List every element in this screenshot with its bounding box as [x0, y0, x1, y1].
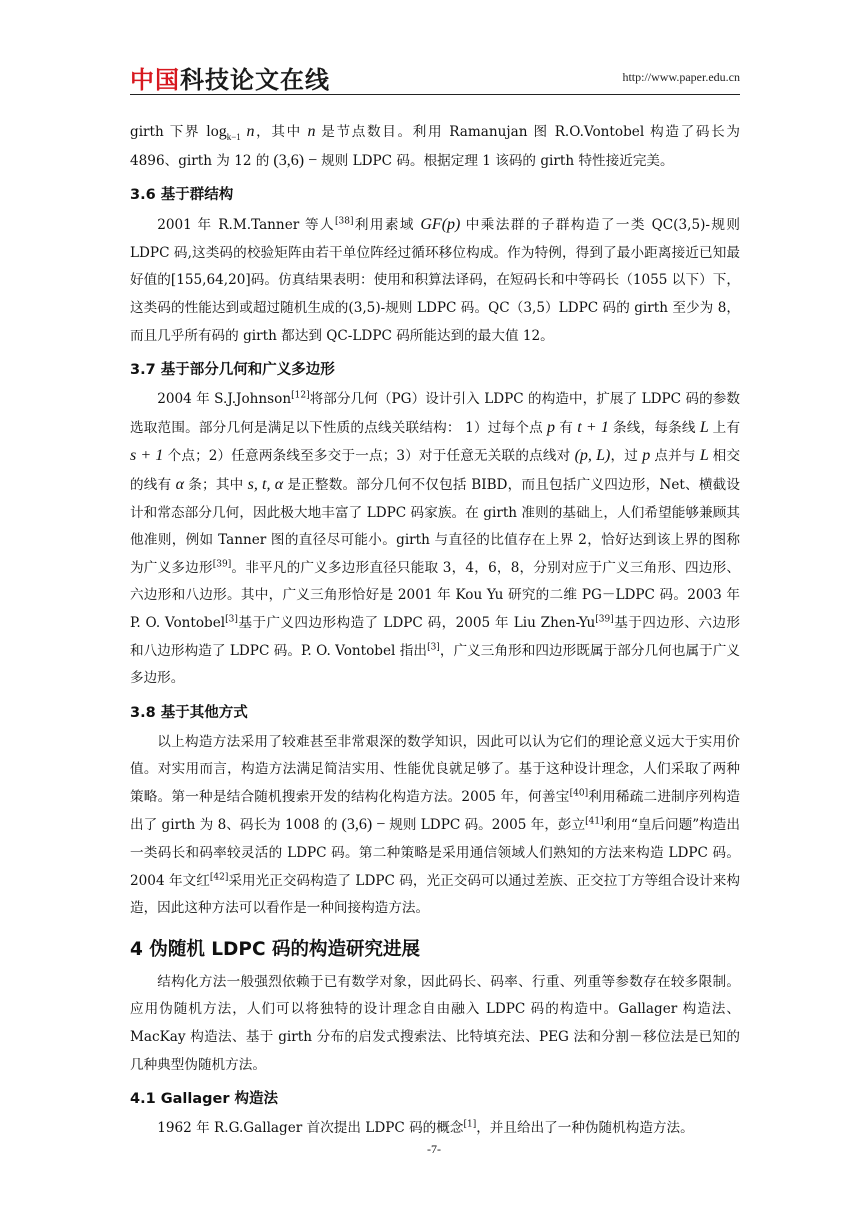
citation[interactable]: [39] — [595, 614, 614, 625]
paragraph-group-structure: 2001 年 R.M.Tanner 等人[38]利用素域 GF(p) 中乘法群的子群构造了一类 QC(3,5)-规则 LDPC 码,这类码的校验矩阵由若干单位阵经过循环移位构成。作为特例，得到了最小距离接近已知最好值的[155,64,20]码。仿真结果表明：使用和积算法译码，在短码长和中等码长（1055 以下）下，这类码的性能达到或超过随机生成的(3,5)-规则 LDPC 码。QC（3,5）LDPC 码的 girth 至少为 8，而且几乎所有码的 girth 都达到 QC-LDPC 码所能达到的最大值 12。 — [130, 216, 741, 344]
citation[interactable]: [41] — [585, 816, 604, 827]
logo-dark-part: 科技论文在线 — [180, 66, 330, 94]
paragraph-partial-geometry: 2004 年 S.J.Johnson[12]将部分几何（PG）设计引入 LDPC 的构造中，扩展了 LDPC 码的参数选取范围。部分几何是满足以下性质的点线关联结构： 1）过每个点 p 有 t + 1 条线，每条线 L 上有 s + 1 个点；2）任意两条线至多交于一点；3）对于任意无关联的点线对 (p, L)，过 p 点并与 L 相交的线有 α 条；其中 s, t, α 是正整数。部分几何不仅包括 BIBD，而且包括广义四边形，Net、横截设计和常态部分几何，因此极大地丰富了 LDPC 码家族。在 girth 准则的基础上，人们希望能够兼顾其他准则，例如 Tanner 图的直径尽可能小。girth 与直径的比值存在上界 2，恰好达到该上界的图称为广义多边形[39]。非平凡的广义多边形直径只能取 3，4，6，8，分别对应于广义三角形、四边形、六边形和八边形。其中，广义三角形恰好是 2001 年 Kou Yu 研究的二维 PG－LDPC 码。2003 年 P. O. Vontobel[3]基于广义四边形构造了 LDPC 码，2005 年 Liu Zhen-Yu[39]基于四边形、六边形和八边形构造了 LDPC 码。P. O. Vontobel 指出[3]，广义三角形和四边形既属于部分几何也属于广义多边形。 — [130, 390, 741, 687]
citation[interactable]: [1] — [463, 1119, 477, 1130]
page-number: -7- — [427, 1142, 441, 1156]
citation[interactable]: [38] — [335, 216, 354, 227]
paragraph-other-methods: 以上构造方法采用了较难甚至非常艰深的数学知识，因此可以认为它们的理论意义远大于实用价值。对实用而言，构造方法满足简洁实用、性能优良就足够了。基于这种设计理念，人们采取了两种策略。第一种是结合随机搜索开发的结构化构造方法。2005 年，何善宝[40]利用稀疏二进制序列构造出了 girth 为 8、码长为 1008 的 (3,6) − 规则 LDPC 码。2005 年，彭立[41]利用“皇后问题”构造出一类码长和码率较灵活的 LDPC 码。第二种策略是采用通信领域人们熟知的方法来构造 LDPC 码。2004 年文红[42]采用光正交码构造了 LDPC 码，光正交码可以通过差族、正交拉丁方等组合设计来构造，因此这种方法可以看作是一种间接构造方法。 — [130, 733, 740, 917]
paragraph-girth-bound: girth 下界 $\log_{k-1} n$，其中 n 是节点数目。利用 Ramanujan 图 R.O.Vontobel 构造了码长为 4896、girth 为 12 的 (3,6) − 规则 LDPC 码。根据定理 1 该码的 girth 特性接近完美。 — [130, 123, 741, 169]
citation[interactable]: [40] — [569, 788, 589, 799]
logo-red-part: 中国 — [130, 66, 180, 94]
section-heading-3-8: 3.8 基于其他方式 — [130, 704, 248, 721]
main-content — [130, 118, 740, 1143]
section-heading-4-1: 4.1 Gallager 构造法 — [130, 1091, 279, 1108]
citation[interactable]: [3] — [225, 614, 238, 625]
section-heading-3-6: 3.6 基于群结构 — [130, 187, 234, 204]
header-url[interactable]: http://www.paper.edu.cn — [622, 70, 740, 84]
citation[interactable]: [12] — [291, 390, 310, 401]
paragraph-pseudorandom-intro: 结构化方法一般强烈依赖于已有数学对象，因此码长、码率、行重、列重等参数存在较多限制。应用伪随机方法，人们可以将独特的设计理念自由融入 LDPC 码的构造中。Gallager 构造法、MacKay 构造法、基于 girth 分布的启发式搜索法、比特填充法、PEG 法和分割－移位法是已知的几种典型伪随机方法。 — [130, 973, 740, 1073]
journal-logo — [130, 60, 330, 95]
chapter-heading-4: 4 伪随机 LDPC 码的构造研究进展 — [130, 938, 420, 960]
citation[interactable]: [39] — [212, 559, 232, 570]
page-header — [130, 60, 740, 95]
paragraph-gallager: 1962 年 R.G.Gallager 首次提出 LDPC 码的概念[1]，并且给出了一种伪随机构造方法。 — [157, 1119, 694, 1137]
citation[interactable]: [3] — [427, 641, 440, 652]
citation[interactable]: [42] — [209, 872, 229, 883]
section-heading-3-7: 3.7 基于部分几何和广义多边形 — [130, 362, 335, 379]
